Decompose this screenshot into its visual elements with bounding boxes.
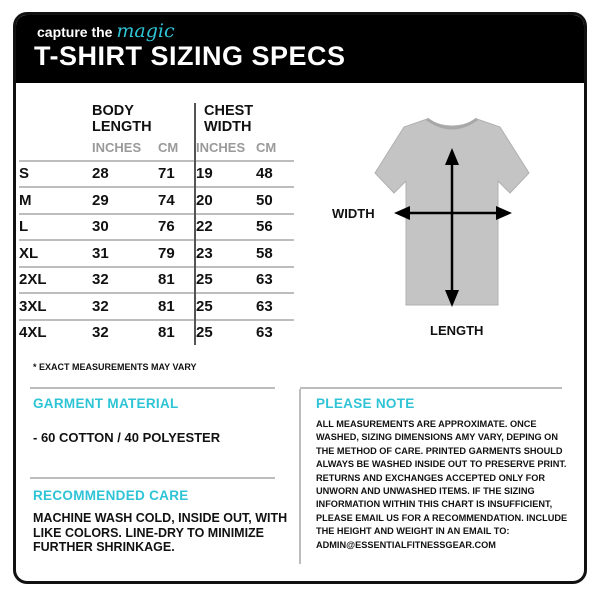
size-cell: XL: [19, 240, 63, 267]
size-cell: 4XL: [19, 320, 63, 346]
body-cm-cell: 76: [158, 214, 195, 241]
chest-inches-cell: 25: [195, 320, 256, 346]
body-inches-cell: 29: [63, 187, 158, 214]
chest-inches-cell: 25: [195, 293, 256, 320]
body-cm-cell: 74: [158, 187, 195, 214]
header-bar: [16, 15, 584, 83]
chest-inches-cell: 23: [195, 240, 256, 267]
body-cm-cell: 81: [158, 320, 195, 346]
please-note-text: ALL MEASUREMENTS ARE APPROXIMATE. ONCE WASHED, SIZING DIMENSIONS AMY VARY, DEPING ON THE METHOD OF CARE. PRINTED GARMENTS SHOULD ALWAYS BE WASHED INSIDE OUT TO PRESERVE PRINT. RETURNS AND EXCHANGES ACCEPTED ONLY FOR UNWORN AND UNWASHED ITEMS. IF THE SIZING INFORMATION WITHIN THIS CHART IS INSUFFICIENT, PLEASE EMAIL US FOR A RECOMMENDATION. INCLUDE THE HEIGHT AND WEIGHT IN AN EMAIL TO: ADMIN@ESSENTIALFITNESSGEAR.COM: [316, 419, 568, 550]
body-cm-cell: 71: [158, 161, 195, 188]
width-arrow-left: [394, 206, 410, 220]
size-row: [19, 293, 294, 320]
size-cell: S: [19, 161, 63, 188]
brand-script: magic: [116, 20, 175, 42]
divider: [30, 477, 275, 479]
chest-inches-cell: 25: [195, 267, 256, 294]
length-label: LENGTH: [430, 323, 484, 338]
garment-material-title: GARMENT MATERIAL: [33, 396, 179, 411]
size-cell: L: [19, 214, 63, 241]
chest-cm-cell: 50: [256, 187, 294, 214]
unit-body-cm: CM: [158, 139, 179, 155]
footnote: * EXACT MEASUREMENTS MAY VARY: [33, 362, 197, 372]
recommended-care-title: RECOMMENDED CARE: [33, 488, 189, 503]
size-row: [19, 161, 294, 188]
body-inches-cell: 30: [63, 214, 158, 241]
body-inches-cell: 32: [63, 320, 158, 346]
brand-logo: [37, 20, 175, 42]
chest-cm-cell: 48: [256, 161, 294, 188]
brand-prefix: capture the: [37, 24, 113, 40]
chest-width-header: CHEST WIDTH: [195, 103, 294, 135]
size-cell: M: [19, 187, 63, 214]
divider: [30, 387, 275, 389]
body-cm-cell: 79: [158, 240, 195, 267]
width-label: WIDTH: [332, 206, 375, 221]
body-inches-cell: 31: [63, 240, 158, 267]
size-row: [19, 214, 294, 241]
body-inches-cell: 28: [63, 161, 158, 188]
page-title: T-SHIRT SIZING SPECS: [34, 41, 346, 71]
chest-cm-cell: 63: [256, 293, 294, 320]
tshirt-diagram: [372, 115, 532, 311]
size-row: [19, 320, 294, 346]
please-note-title: PLEASE NOTE: [316, 396, 415, 411]
recommended-care-text: MACHINE WASH COLD, INSIDE OUT, WITH LIKE COLORS. LINE-DRY TO MINIMIZE FURTHER SHRINKAGE.: [33, 511, 288, 554]
size-cell: 2XL: [19, 267, 63, 294]
garment-material-text: - 60 COTTON / 40 POLYESTER: [33, 430, 221, 445]
column-divider: [299, 389, 301, 564]
body-inches-cell: 32: [63, 293, 158, 320]
size-row: [19, 267, 294, 294]
chest-inches-cell: 20: [195, 187, 256, 214]
chest-inches-cell: 22: [195, 214, 256, 241]
unit-body-inches: INCHES: [92, 139, 142, 155]
chest-inches-cell: 19: [195, 161, 256, 188]
unit-chest-inches: INCHES: [195, 135, 256, 161]
width-arrow-right: [496, 206, 512, 220]
chest-cm-cell: 58: [256, 240, 294, 267]
size-table: [19, 103, 294, 345]
size-cell: 3XL: [19, 293, 63, 320]
chest-cm-cell: 63: [256, 320, 294, 346]
size-row: [19, 187, 294, 214]
unit-chest-cm: CM: [256, 139, 277, 155]
body-cm-cell: 81: [158, 293, 195, 320]
body-inches-cell: 32: [63, 267, 158, 294]
body-cm-cell: 81: [158, 267, 195, 294]
chest-cm-cell: 56: [256, 214, 294, 241]
size-row: [19, 240, 294, 267]
chest-cm-cell: 63: [256, 267, 294, 294]
divider: [300, 387, 562, 389]
body-length-header: BODY LENGTH: [92, 103, 152, 135]
